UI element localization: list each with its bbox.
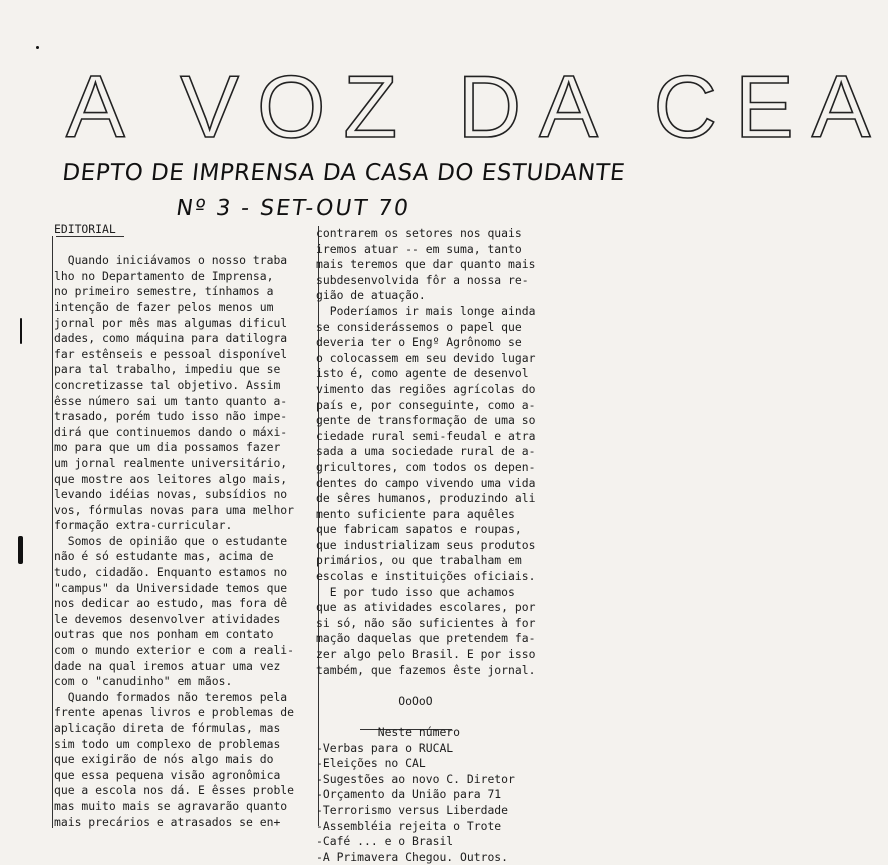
- left-column-line: Somos de opinião que o estudante: [54, 533, 288, 548]
- left-column-line: nos dedicar ao estudo, mas fora dê: [54, 596, 288, 611]
- right-column-line: sada a uma sociedade rural de a-: [316, 444, 536, 459]
- right-column-line: -Café ... e o Brasil: [316, 834, 454, 849]
- right-column-line: também, que fazemos êste jornal.: [316, 662, 536, 677]
- issue-number: Nº 3 - SET-OUT 70: [174, 196, 412, 221]
- binding-hole-mark: [18, 536, 23, 564]
- right-column-line: OoOoO: [316, 693, 433, 708]
- right-column-line: se considerássemos o papel que: [316, 319, 522, 334]
- left-column-line: tudo, cidadão. Enquanto estamos no: [54, 565, 288, 580]
- left-column-line: [54, 238, 330, 254]
- masthead-title: A VOZ DA CEA: [66, 57, 888, 156]
- right-column-line: [316, 678, 588, 694]
- right-column-line: dentes do campo vivendo uma vida: [316, 475, 536, 490]
- left-column-line: far estênseis e pessoal disponível: [54, 346, 288, 361]
- right-column-line: gente de transformação de uma so: [316, 413, 536, 428]
- left-column-line: dirá que continuemos dando o máxi-: [54, 424, 288, 439]
- left-column-line: outras que nos ponham em contato: [54, 627, 274, 642]
- right-column-line: de sêres humanos, produzindo ali: [316, 491, 536, 506]
- left-column-line: concretizasse tal objetivo. Assim: [54, 377, 281, 392]
- left-column-line: êsse número sai um tanto quanto a-: [54, 393, 288, 408]
- left-column-line: lho no Departamento de Imprensa,: [54, 268, 274, 283]
- right-column-line: -Orçamento da União para 71: [316, 787, 502, 802]
- left-column-line: mas muito mais se agravarão quanto: [54, 798, 288, 813]
- left-column-line: sim todo um complexo de problemas: [54, 736, 281, 751]
- right-column-line: que as atividades escolares, por: [316, 600, 536, 615]
- right-column-line: mação daquelas que pretendem fa-: [316, 631, 536, 646]
- left-column-line: mais precários e atrasados se en+: [54, 814, 281, 829]
- left-column-line: levando idéias novas, subsídios no: [54, 487, 288, 502]
- right-column-line: primários, ou que trabalham em: [316, 553, 522, 568]
- left-column-line: que mostre aos leitores algo mais,: [54, 471, 288, 486]
- right-column-line: que fabricam sapatos e roupas,: [316, 522, 522, 537]
- left-column-line: mo para que um dia possamos fazer: [54, 440, 281, 455]
- right-column-line: ciedade rural semi-feudal e atra: [316, 428, 536, 443]
- right-column-line: Poderíamos ir mais longe ainda: [316, 303, 536, 318]
- left-column-line: frente apenas livros e problemas de: [54, 705, 295, 720]
- left-column-line: intenção de fazer pelos menos um: [54, 299, 274, 314]
- right-column-line: zer algo pelo Brasil. E por isso: [316, 647, 536, 662]
- right-column-line: Neste número: [316, 725, 461, 739]
- right-column-line: iremos atuar -- em suma, tanto: [316, 241, 522, 256]
- right-column-line: [316, 709, 588, 725]
- right-column-line: gião de atuação.: [316, 288, 426, 303]
- right-column-line: gricultores, com todos os depen-: [316, 459, 536, 474]
- left-column-line: dades, como máquina para datilogra: [54, 331, 288, 346]
- left-column-text: [54, 222, 330, 829]
- right-column-line: -Assembléia rejeita o Trote: [316, 818, 502, 833]
- left-column-line: "campus" da Universidade temos que: [54, 580, 288, 595]
- right-column-line: isto é, como agente de desenvol: [316, 366, 529, 381]
- right-column-line: -Eleições no CAL: [316, 756, 426, 771]
- right-column-text: [316, 226, 588, 864]
- left-column-line: no primeiro semestre, tínhamos a: [54, 284, 274, 299]
- left-column-line: formação extra-curricular.: [54, 518, 233, 533]
- right-column-line: mais teremos que dar quanto mais: [316, 257, 536, 272]
- left-column-line: para tal trabalho, impediu que se: [54, 362, 281, 377]
- left-column-line: que exigirão de nós algo mais do: [54, 752, 274, 767]
- left-column-line: aplicação direta de fórmulas, mas: [54, 721, 281, 735]
- right-column-line: país e, por conseguinte, como a-: [316, 397, 536, 412]
- right-column-line: que industrializam seus produtos: [316, 537, 536, 552]
- left-column-line: que essa pequena visão agronômica: [54, 767, 281, 782]
- left-column-line: trasado, porém tudo isso não impe-: [54, 409, 288, 424]
- left-column-line: Quando formados não teremos pela: [54, 689, 288, 704]
- right-column-line: -Terrorismo versus Liberdade: [316, 802, 509, 817]
- left-column-line: Quando iniciávamos o nosso traba: [54, 253, 288, 268]
- right-column-line: vimento das regiões agrícolas do: [316, 381, 536, 396]
- department-heading: DEPTO DE IMPRENSA DA CASA DO ESTUDANTE: [61, 160, 627, 186]
- left-column-line: um jornal realmente universitário,: [54, 455, 288, 470]
- right-column-line: deveria ter o Engº Agrônomo se: [316, 335, 522, 350]
- left-column-line: com o "canudinho" em mãos.: [54, 674, 233, 689]
- left-column-line: EDITORIAL: [54, 222, 116, 236]
- left-column-line: com o mundo exterior e com a reali-: [54, 643, 295, 658]
- left-column-line: vos, fórmulas novas para uma melhor: [54, 502, 295, 517]
- left-column-line: dade na qual iremos atuar uma vez: [54, 658, 281, 673]
- margin-mark: [20, 318, 22, 344]
- left-column-line: não é só estudante mas, acima de: [54, 549, 274, 564]
- corner-speck: [36, 46, 39, 49]
- left-column-line: que a escola nos dá. E êsses proble: [54, 783, 295, 798]
- right-column-line: -A Primavera Chegou. Outros.: [316, 849, 509, 864]
- right-column-line: E por tudo isso que achamos: [316, 584, 515, 599]
- right-column-line: -Sugestões ao novo C. Diretor: [316, 771, 515, 786]
- left-column-line: le devemos desenvolver atividades: [54, 611, 281, 626]
- right-column-line: escolas e instituições oficiais.: [316, 569, 536, 584]
- right-column-line: mento suficiente para aquêles: [316, 506, 515, 521]
- column-left-border: [52, 236, 53, 828]
- right-column-line: -Verbas para o RUCAL: [316, 740, 454, 755]
- right-column-line: o colocassem em seu devido lugar: [316, 350, 536, 365]
- right-column-line: contrarem os setores nos quais: [316, 226, 522, 240]
- right-column-line: subdesenvolvida fôr a nossa re-: [316, 272, 529, 287]
- right-column-line: si só, não são suficientes à for: [316, 615, 536, 630]
- left-column-line: jornal por mês mas algumas dificul: [54, 315, 288, 330]
